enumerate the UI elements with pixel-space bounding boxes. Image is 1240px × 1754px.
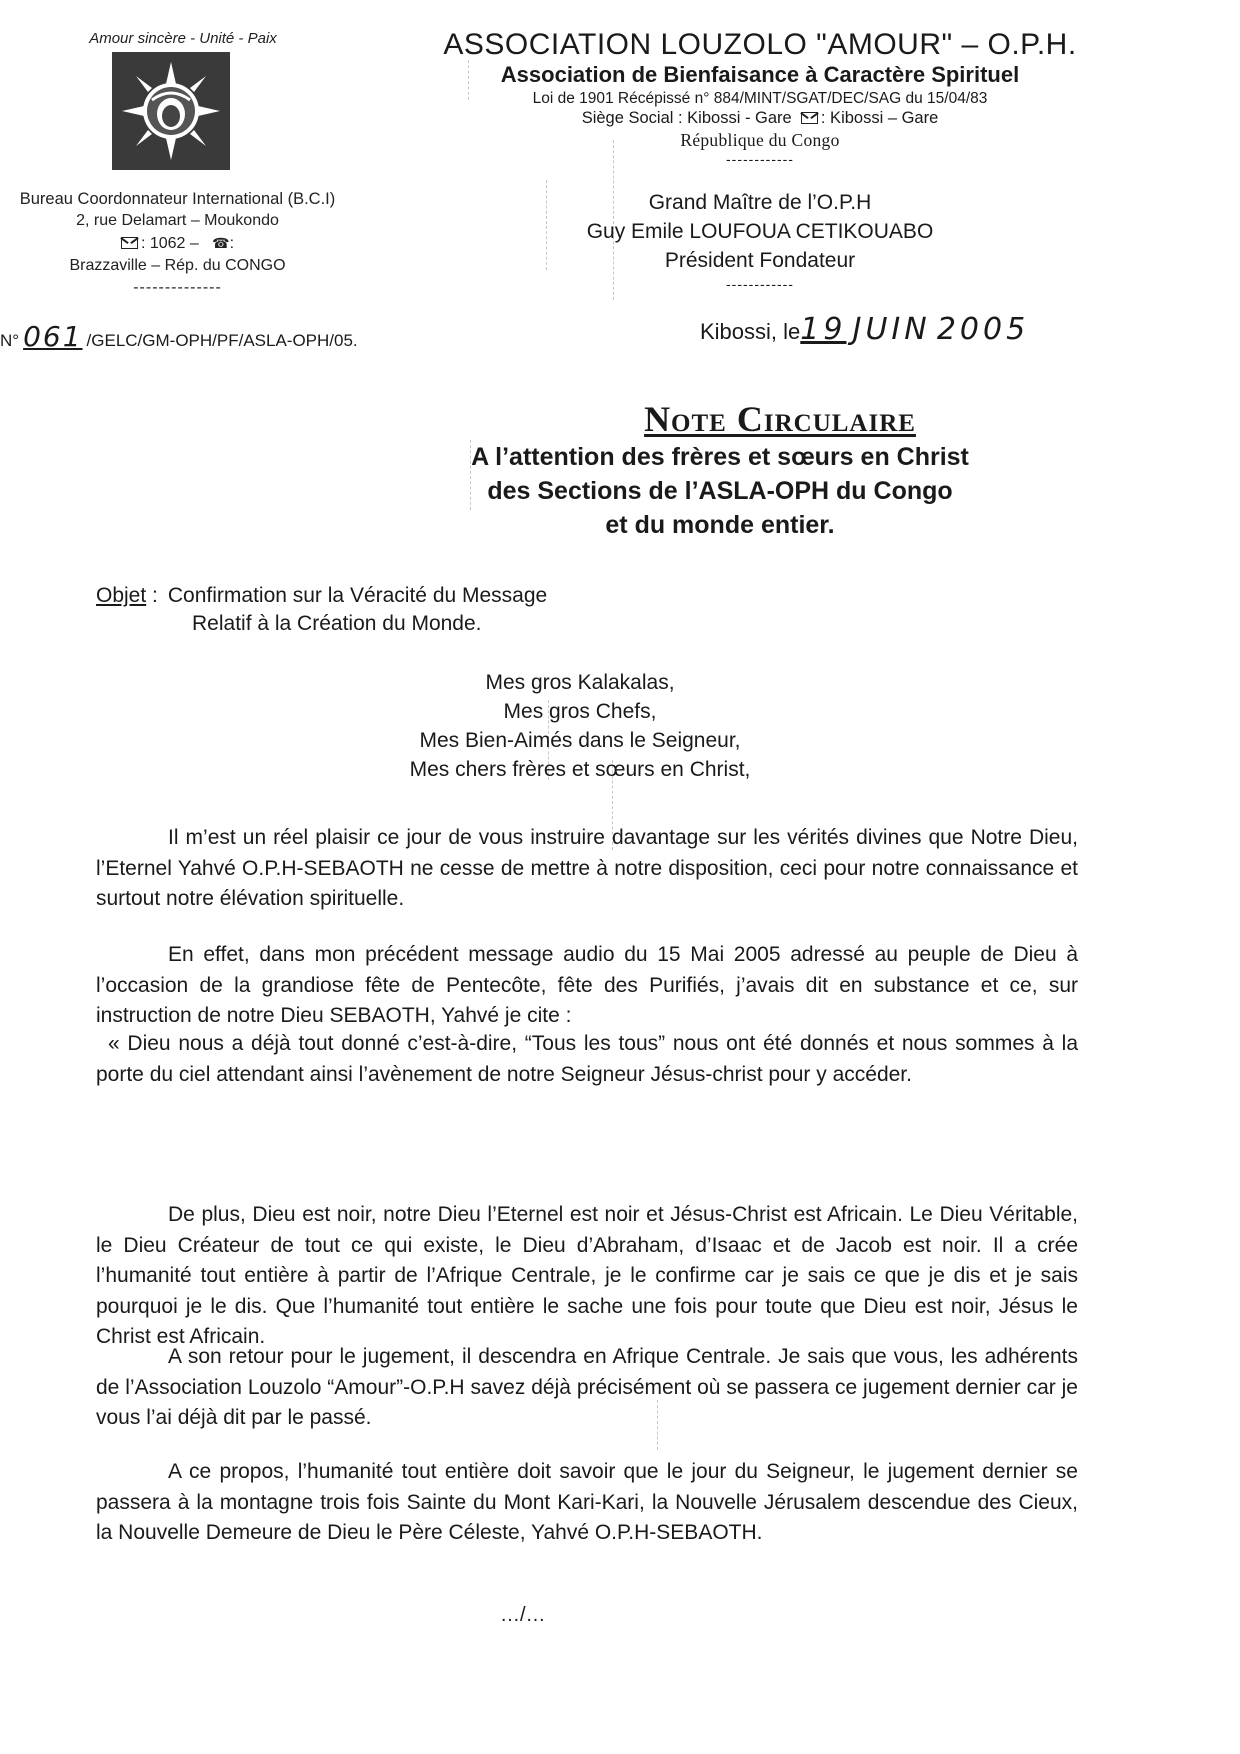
- grand-master-block: [500, 188, 1020, 293]
- salutation-block: [330, 668, 830, 784]
- ref-prefix: N°: [0, 331, 20, 350]
- separator: ------------: [726, 151, 794, 167]
- separator: ------------: [726, 276, 794, 292]
- addressee-line: des Sections de l’ASLA-OPH du Congo: [487, 477, 953, 505]
- subject-block: [96, 582, 547, 638]
- telephone-icon: ☎: [212, 235, 230, 251]
- addressee-block: [400, 440, 1040, 542]
- bci-po-box: : 1062 –: [140, 235, 199, 252]
- grand-master-name: Guy Emile LOUFOUA CETIKOUABO: [586, 220, 934, 243]
- salutation-line: Mes Bien-Aimés dans le Seigneur,: [419, 729, 741, 752]
- association-registration: Loi de 1901 Récépissé n° 884/MINT/SGAT/DEC/SAG du 15/04/83: [532, 90, 988, 107]
- body-paragraph: De plus, Dieu est noir, notre Dieu l’Eternel est noir et Jésus-Christ est Africain. Le Dieu Véritable, le Dieu Créateur de tout ce qui existe, le Dieu d’Abraham, d’Isaac et de Jacob est noir. Il a crée l’humanité tout entière à partir de l’Afrique Centrale, je le confirme car je sais ce que je dis et je sais pourquoi je le dis. Que l’humanité tout entière le sache une fois pour toute que Dieu est noir, Jésus le Christ est Africain.: [96, 1203, 1078, 1348]
- bci-name: Bureau Coordonnateur International (B.C.I): [19, 190, 336, 208]
- association-seat: [400, 109, 1120, 128]
- bci-phone: :: [229, 235, 235, 252]
- subject-colon: :: [146, 584, 158, 607]
- founder-title: Président Fondateur: [664, 249, 856, 272]
- sun-emblem-logo: [112, 52, 230, 170]
- bci-contact: [0, 232, 355, 255]
- association-block: [400, 28, 1120, 167]
- body-paragraph: En effet, dans mon précédent message audio du 15 Mai 2005 adressé au peuple de Dieu à l’occasion de la grandiose fête de Pentecôte, fête des Purifiés, j’avais dit en substance et ce, sur instruction de notre Dieu SEBAOTH, Yahvé je cite :: [96, 943, 1078, 1027]
- date-place: Kibossi, le: [700, 319, 801, 344]
- association-name: ASSOCIATION LOUZOLO "AMOUR" – O.P.H.: [443, 28, 1077, 61]
- bci-address-block: [0, 188, 355, 299]
- salutation-line: Mes gros Kalakalas,: [485, 671, 675, 694]
- addressee-line: et du monde entier.: [605, 511, 835, 539]
- document-title: Note Circulaire: [644, 399, 916, 439]
- envelope-icon: [121, 237, 138, 249]
- body-quote-paragraph: « Dieu nous a déjà tout donné c’est-à-dire, “Tous les tous” nous ont été donnés et nous sommes à la porte du ciel attendant ainsi l’avènement de notre Seigneur Jésus-christ pour y accéder.: [96, 1032, 1078, 1086]
- date-year: 2005: [936, 312, 1030, 347]
- reference-number: [0, 320, 358, 353]
- body-paragraph: Il m’est un réel plaisir ce jour de vous instruire davantage sur les vérités divines que Notre Dieu, l’Eternel Yahvé O.P.H-SEBAOTH ne cesse de mettre à notre disposition, ceci pour notre connaissance et surtout notre élévation spirituelle.: [96, 826, 1078, 910]
- motto: Amour sincère - Unité - Paix: [89, 30, 277, 47]
- date-line: [700, 312, 1029, 347]
- date-month: JUIN: [852, 312, 931, 347]
- date-day: 19: [800, 312, 847, 347]
- association-subtitle: Association de Bienfaisance à Caractère Spirituel: [500, 62, 1020, 87]
- bci-street: 2, rue Delamart – Moukondo: [76, 212, 279, 229]
- salutation-line: Mes chers frères et sœurs en Christ,: [409, 758, 751, 781]
- envelope-icon: [801, 112, 818, 124]
- salutation-line: Mes gros Chefs,: [503, 700, 657, 723]
- ref-suffix: /GELC/GM-OPH/PF/ASLA-OPH/05.: [86, 331, 358, 350]
- subject-label: Objet: [96, 584, 147, 607]
- subject-line: Confirmation sur la Véracité du Message: [167, 584, 548, 607]
- seat-address: Siège Social : Kibossi - Gare: [581, 109, 792, 127]
- body-paragraph: A ce propos, l’humanité tout entière doit savoir que le jour du Seigneur, le jugement dernier se passera à la montagne trois fois Sainte du Mont Kari-Kari, la Nouvelle Jérusalem descendue des Cieux, la Nouvelle Demeure de Dieu le Père Céleste, Yahvé O.P.H-SEBAOTH.: [96, 1460, 1078, 1544]
- republic-line: République du Congo: [680, 130, 840, 150]
- bci-city: Brazzaville – Rép. du CONGO: [69, 257, 286, 274]
- grand-master-title: Grand Maître de l’O.P.H: [648, 191, 872, 214]
- addressee-line: A l’attention des frères et sœurs en Christ: [471, 443, 969, 471]
- bci-separator: --------------: [133, 279, 222, 296]
- continuation-mark: …/…: [500, 1604, 546, 1626]
- seat-po-box: : Kibossi – Gare: [820, 109, 939, 127]
- body-paragraph: A son retour pour le jugement, il descendra en Afrique Centrale. Je sais que vous, les adhérents de l’Association Louzolo “Amour”-O.P.H savez déjà précisément où se passera ce jugement dernier car je vous l’ai déjà dit par le passé.: [96, 1345, 1078, 1429]
- ref-handwritten-number: 061: [23, 320, 83, 353]
- subject-line: Relatif à la Création du Monde.: [192, 612, 482, 635]
